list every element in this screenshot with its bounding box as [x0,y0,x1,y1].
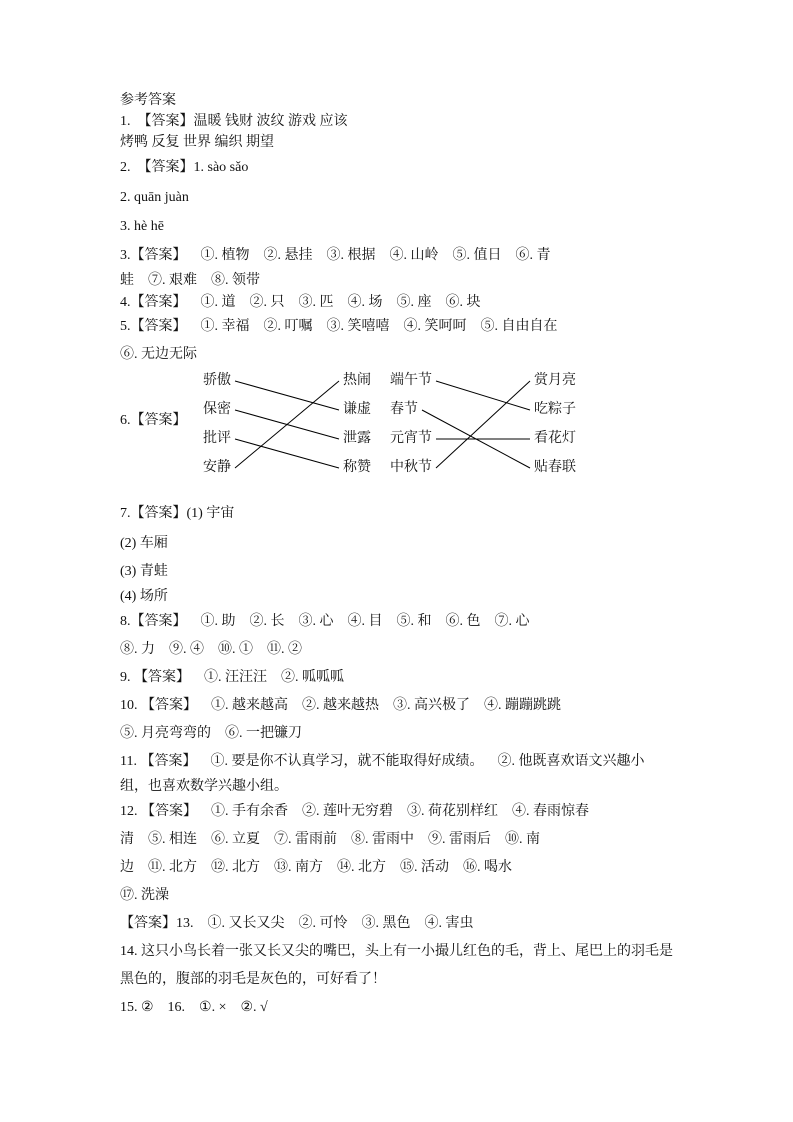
match-word: 保密 [203,402,231,417]
text-line-q15-q16: 15. ② 16. ①. × ②. √ [120,1000,268,1015]
match-word: 安静 [203,460,231,475]
match-word: 端午节 [390,373,432,388]
text-line-q10b: ⑤. 月亮弯弯的 ⑥. 一把镰刀 [120,726,302,741]
text-line-q7d: (4) 场所 [120,589,168,604]
text-line-q2: 2. 【答案】1. sào sǎo [120,160,249,175]
text-line-q12: 12. 【答案】 ①. 手有余香 ②. 莲叶无穷碧 ③. 荷花别样红 ④. 春雨惊春 [120,804,589,819]
text-line-q10: 10. 【答案】 ①. 越来越高 ②. 越来越热 ③. 高兴极了 ④. 蹦蹦跳跳 [120,698,561,713]
text-line-q7b: (2) 车厢 [120,536,168,551]
text-line-q12b: 清 ⑤. 相连 ⑥. 立夏 ⑦. 雷雨前 ⑧. 雷雨中 ⑨. 雷雨后 ⑩. 南 [120,832,540,847]
match-word: 称赞 [343,460,371,475]
text-line-q13: 【答案】13. ①. 又长又尖 ②. 可怜 ③. 黑色 ④. 害虫 [120,916,474,931]
q6-matching-diagram [120,369,695,499]
text-line-q7: 7.【答案】(1) 宇宙 [120,506,235,521]
match-word: 看花灯 [534,431,576,446]
text-line-q2c: 3. hè hē [120,219,164,234]
q6-label: 6.【答案】 [120,413,187,428]
match-word: 贴春联 [534,460,576,475]
text-line-q14: 14. 这只小鸟长着一张又长又尖的嘴巴，头上有一小撮儿红色的毛，背上、尾巴上的羽毛是 [120,944,673,959]
match-word: 吃粽子 [534,402,576,417]
q6-festival-match-group [390,369,576,481]
text-line-q2b: 2. quān juàn [120,190,189,205]
match-word: 春节 [390,402,418,417]
text-line-q11b: 组，也喜欢数学兴趣小组。 [120,779,288,794]
text-line-q8b: ⑧. 力 ⑨. ④ ⑩. ① ⑪. ② [120,642,302,657]
text-line-q8: 8.【答案】 ①. 助 ②. 长 ③. 心 ④. 目 ⑤. 和 ⑥. 色 ⑦. 心 [120,614,530,629]
text-line-q12c: 边 ⑪. 北方 ⑫. 北方 ⑬. 南方 ⑭. 北方 ⑮. 活动 ⑯. 喝水 [120,860,512,875]
match-word: 泄露 [343,431,371,446]
text-line-q12d: ⑰. 洗澡 [120,888,169,903]
match-word: 批评 [203,431,231,446]
text-line-q3b: 蛙 ⑦. 艰难 ⑧. 领带 [120,273,260,288]
match-word: 热闹 [343,373,371,388]
match-word: 骄傲 [203,373,231,388]
match-word: 元宵节 [390,431,432,446]
page-title: 参考答案 [120,93,176,108]
text-line-q5: 5.【答案】 ①. 幸福 ②. 叮嘱 ③. 笑嘻嘻 ④. 笑呵呵 ⑤. 自由自在 [120,319,558,334]
text-line-q9: 9. 【答案】 ①. 汪汪汪 ②. 呱呱呱 [120,670,344,685]
match-word: 赏月亮 [534,373,576,388]
answers-content [120,90,695,1022]
text-line-q4: 4.【答案】 ①. 道 ②. 只 ③. 匹 ④. 场 ⑤. 座 ⑥. 块 [120,295,481,310]
text-line-q1b: 烤鸭 反复 世界 编织 期望 [120,135,274,150]
text-line-q1: 1. 【答案】温暖 钱财 波纹 游戏 应该 [120,114,348,129]
text-line-q5b: ⑥. 无边无际 [120,347,197,362]
text-line-q14b: 黑色的，腹部的羽毛是灰色的，可好看了！ [120,972,386,987]
text-line-q3: 3.【答案】 ①. 植物 ②. 悬挂 ③. 根据 ④. 山岭 ⑤. 值日 ⑥. 青 [120,248,551,263]
match-word: 谦虚 [343,402,371,417]
match-word: 中秋节 [390,460,432,475]
q6-antonym-match-group [203,369,371,481]
text-line-q11: 11. 【答案】 ①. 要是你不认真学习，就不能取得好成绩。 ②. 他既喜欢语文兴趣小 [120,754,645,769]
text-line-q7c: (3) 青蛙 [120,564,168,579]
